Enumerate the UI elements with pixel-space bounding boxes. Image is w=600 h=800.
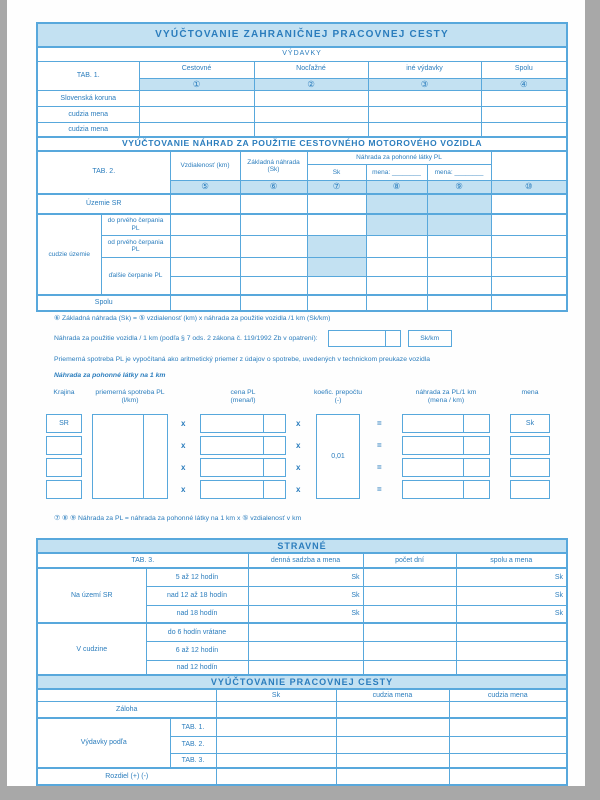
avg-consumption-note: Priemerná spotreba PL je vypočítaná ako aritmetický priemer z údajov o spotrebe, uvedených v technickom preukaze vozidla bbox=[54, 356, 431, 363]
input-cell bbox=[491, 214, 567, 235]
input-cell bbox=[449, 718, 567, 736]
daily-rate-cell: Sk bbox=[248, 605, 363, 623]
tab3-row-sr-2: nad 12 až 18 hodín bbox=[146, 586, 248, 605]
tab1-row-label: Slovenská koruna bbox=[37, 91, 139, 107]
fuel-col-consumption-label: priemerná spotreba PL bbox=[95, 389, 165, 396]
currency-box bbox=[510, 458, 550, 477]
input-cell bbox=[363, 623, 456, 641]
tab2-col-zakladna: Základná náhrada (Sk) bbox=[240, 151, 307, 181]
tab3-label: TAB. 3. bbox=[37, 553, 248, 568]
tab1-colnum-3: ③ bbox=[368, 78, 481, 91]
consumption-box bbox=[92, 414, 168, 499]
tab3-row-fx-3: nad 12 hodín bbox=[146, 660, 248, 676]
country-box bbox=[46, 458, 82, 477]
tab3-col-pocet-dni: počet dní bbox=[363, 553, 456, 568]
input-cell bbox=[307, 214, 366, 235]
tab1-col-noclazne: Nocľažné bbox=[254, 61, 368, 78]
input-cell bbox=[170, 295, 240, 311]
multiply-sign: x bbox=[181, 419, 186, 428]
input-cell bbox=[481, 107, 567, 123]
input-cell bbox=[170, 276, 240, 295]
tab3-row-sr-3: nad 18 hodín bbox=[146, 605, 248, 623]
total-cell: Sk bbox=[456, 586, 567, 605]
tab2-colnum-8: ⑧ bbox=[366, 181, 427, 194]
currency-box bbox=[510, 436, 550, 455]
input-cell bbox=[449, 768, 567, 785]
tab1-col-cestovne: Cestovné bbox=[139, 61, 254, 78]
input-cell bbox=[427, 257, 491, 276]
input-cell bbox=[449, 736, 567, 753]
input-cell bbox=[368, 91, 481, 107]
currency-box bbox=[510, 414, 550, 433]
fuel-compensation-formula: ⑦ ⑧ ⑨ Náhrada za PL = náhrada za pohonné látky na 1 km x ⑤ vzdialenosť v km bbox=[54, 515, 302, 522]
fuel-col-price-label: cena PL bbox=[230, 389, 256, 396]
input-cell-shaded bbox=[307, 257, 366, 276]
tab2-table bbox=[36, 136, 568, 312]
input-cell bbox=[307, 194, 366, 214]
total-cell: Sk bbox=[456, 568, 567, 586]
input-cell bbox=[307, 295, 366, 311]
tab1-label: TAB. 1. bbox=[37, 61, 139, 91]
daily-rate-cell: Sk bbox=[248, 586, 363, 605]
input-cell bbox=[240, 295, 307, 311]
input-cell bbox=[427, 276, 491, 295]
input-cell bbox=[366, 295, 427, 311]
tab2-colnum-10: ⑩ bbox=[491, 181, 567, 194]
fuel-col-currency bbox=[506, 389, 554, 397]
country-box bbox=[46, 436, 82, 455]
fuel-col-coef-label: koefic. prepočtu bbox=[314, 389, 362, 396]
daily-rate-cell: Sk bbox=[248, 568, 363, 586]
tab4-col-cudzia-mena-2: cudzia mena bbox=[449, 689, 567, 701]
tab4-row-tab2: TAB. 2. bbox=[170, 736, 216, 753]
multiply-sign: x bbox=[181, 485, 186, 494]
vehicle-rate-label: Náhrada za použitie vozidla / 1 km (podľa § 7 ods. 2 zákona č. 119/1992 Zb v opatrení): bbox=[54, 335, 318, 342]
input-cell bbox=[170, 194, 240, 214]
input-cell bbox=[307, 276, 366, 295]
input-cell bbox=[216, 753, 336, 768]
multiply-sign: x bbox=[181, 463, 186, 472]
rate-box bbox=[402, 458, 490, 477]
input-cell bbox=[491, 194, 567, 214]
tab4-group-vydavky: Výdavky podľa bbox=[37, 718, 170, 768]
tab4-col-cudzia-mena-1: cudzia mena bbox=[336, 689, 449, 701]
tab2-col-vzdialenost: Vzdialenosť (km) bbox=[170, 151, 240, 181]
input-cell bbox=[336, 701, 449, 718]
input-cell bbox=[449, 701, 567, 718]
total-cell: Sk bbox=[456, 605, 567, 623]
tab3-group-cudzina: V cudzine bbox=[37, 623, 146, 676]
input-cell bbox=[240, 194, 307, 214]
fuel-col-rate bbox=[398, 389, 494, 406]
vydavky-label: VÝDAVKY bbox=[37, 47, 567, 61]
input-cell bbox=[216, 736, 336, 753]
tab4-corner-cell bbox=[37, 689, 216, 701]
tab1-colnum-2: ② bbox=[254, 78, 368, 91]
fuel-col-rate-unit: (mena / km) bbox=[427, 397, 465, 405]
fuel-per-km-title: Náhrada za pohonné látky na 1 km bbox=[54, 372, 166, 379]
multiply-sign: x bbox=[296, 485, 301, 494]
tab2-group-cudzie-uzemie: cudzie územie bbox=[37, 214, 101, 295]
tab4-col-sk: Sk bbox=[216, 689, 336, 701]
tab3-col-spolu: spolu a mena bbox=[456, 553, 567, 568]
input-cell bbox=[363, 605, 456, 623]
tab2-title: VYÚČTOVANIE NÁHRAD ZA POUŽITIE CESTOVNÉHO MOTOROVÉHO VOZIDLA bbox=[37, 137, 567, 151]
input-cell bbox=[491, 235, 567, 257]
tab1-colnum-4: ④ bbox=[481, 78, 567, 91]
fuel-col-consumption bbox=[86, 389, 174, 406]
tab2-row-od-prveho: od prvého čerpania PL bbox=[101, 235, 170, 257]
equals-sign: = bbox=[377, 419, 382, 428]
tab2-row-dalsie: ďalšie čerpanie PL bbox=[101, 257, 170, 295]
fuel-col-country bbox=[40, 389, 88, 397]
tab4-row-tab3: TAB. 3. bbox=[170, 753, 216, 768]
tab4-row-tab1: TAB. 1. bbox=[170, 718, 216, 736]
tab2-colnum-9: ⑨ bbox=[427, 181, 491, 194]
tab3-title: STRAVNÉ bbox=[37, 539, 567, 553]
input-cell bbox=[491, 295, 567, 311]
tab2-col-fuel-group: Náhrada za pohonné látky PL bbox=[307, 151, 491, 165]
currency-box bbox=[510, 480, 550, 499]
tab2-row-uzemie-sr: Územie SR bbox=[37, 194, 170, 214]
input-cell bbox=[366, 276, 427, 295]
tab3-table bbox=[36, 538, 568, 677]
tab1-colnum-1: ① bbox=[139, 78, 254, 91]
form-title: VYÚČTOVANIE ZAHRANIČNEJ PRACOVNEJ CESTY bbox=[37, 23, 567, 47]
rate-box bbox=[402, 480, 490, 499]
input-cell bbox=[240, 276, 307, 295]
tab1-row-label: cudzia mena bbox=[37, 107, 139, 123]
input-cell bbox=[139, 107, 254, 123]
input-cell bbox=[216, 768, 336, 785]
input-cell bbox=[240, 257, 307, 276]
country-sr-value: SR bbox=[59, 420, 69, 427]
tab2-col-fuel-mena2: mena: ________ bbox=[427, 165, 491, 181]
equals-sign: = bbox=[377, 441, 382, 450]
input-cell bbox=[216, 718, 336, 736]
price-box bbox=[200, 480, 286, 499]
tab4-title: VYÚČTOVANIE PRACOVNEJ CESTY bbox=[37, 675, 567, 689]
coefficient-box bbox=[316, 414, 360, 499]
fuel-col-price-unit: (mena/l) bbox=[230, 397, 256, 405]
tab2-colnum-5: ⑤ bbox=[170, 181, 240, 194]
input-cell bbox=[456, 623, 567, 641]
tab3-row-fx-1: do 6 hodín vrátane bbox=[146, 623, 248, 641]
equals-sign: = bbox=[377, 463, 382, 472]
input-cell bbox=[170, 257, 240, 276]
price-box bbox=[200, 458, 286, 477]
equals-sign: = bbox=[377, 485, 382, 494]
fuel-col-price bbox=[198, 389, 288, 406]
input-cell-shaded bbox=[427, 214, 491, 235]
fuel-col-coef-unit: (-) bbox=[334, 397, 342, 405]
fuel-col-country-label: Krajina bbox=[53, 389, 75, 396]
fuel-col-consumption-unit: (l/km) bbox=[121, 397, 139, 405]
currency-sk-value: Sk bbox=[525, 420, 535, 427]
multiply-sign: x bbox=[296, 441, 301, 450]
tab2-label: TAB. 2. bbox=[37, 151, 170, 194]
multiply-sign: x bbox=[296, 463, 301, 472]
input-cell bbox=[336, 768, 449, 785]
input-cell bbox=[427, 235, 491, 257]
input-cell bbox=[449, 753, 567, 768]
input-cell bbox=[336, 718, 449, 736]
input-cell bbox=[216, 701, 336, 718]
input-cell bbox=[170, 235, 240, 257]
tab2-col-fuel-mena1: mena: ________ bbox=[366, 165, 427, 181]
tab3-col-denna-sadzba: denná sadzba a mena bbox=[248, 553, 363, 568]
input-cell bbox=[363, 586, 456, 605]
input-cell bbox=[170, 214, 240, 235]
input-cell bbox=[491, 257, 567, 276]
input-cell bbox=[336, 753, 449, 768]
input-cell bbox=[366, 235, 427, 257]
input-cell bbox=[491, 276, 567, 295]
input-cell bbox=[248, 641, 363, 660]
tab4-row-rozdiel: Rozdiel (+) (-) bbox=[37, 768, 216, 785]
input-cell bbox=[336, 736, 449, 753]
input-cell bbox=[427, 295, 491, 311]
input-cell bbox=[254, 107, 368, 123]
tab1-col-ine-vydavky: iné výdavky bbox=[368, 61, 481, 78]
rate-box bbox=[402, 436, 490, 455]
tab2-col-last bbox=[491, 151, 567, 181]
rate-box bbox=[402, 414, 490, 433]
fuel-col-coef bbox=[306, 389, 370, 406]
multiply-sign: x bbox=[181, 441, 186, 450]
tab2-row-spolu: Spolu bbox=[37, 295, 170, 311]
tab3-row-fx-2: 6 až 12 hodín bbox=[146, 641, 248, 660]
tab2-col-fuel-sk: Sk bbox=[307, 165, 366, 181]
input-cell bbox=[363, 568, 456, 586]
input-cell bbox=[481, 91, 567, 107]
tab4-table bbox=[36, 674, 568, 786]
input-cell bbox=[139, 91, 254, 107]
tab3-row-sr-1: 5 až 12 hodín bbox=[146, 568, 248, 586]
input-cell bbox=[248, 623, 363, 641]
input-cell bbox=[254, 91, 368, 107]
tab1-row-label: cudzia mena bbox=[37, 123, 139, 138]
input-cell-shaded bbox=[366, 214, 427, 235]
tab2-row-do-prveho: do prvého čerpania PL bbox=[101, 214, 170, 235]
tab2-colnum-6: ⑥ bbox=[240, 181, 307, 194]
fuel-col-rate-label: náhrada za PL/1 km bbox=[415, 389, 477, 396]
input-cell bbox=[368, 107, 481, 123]
vehicle-rate-input-decimal bbox=[385, 330, 401, 347]
country-box bbox=[46, 480, 82, 499]
coefficient-value: 0,01 bbox=[331, 453, 345, 460]
input-cell-shaded bbox=[366, 194, 427, 214]
input-cell bbox=[366, 257, 427, 276]
tab3-group-sr: Na území SR bbox=[37, 568, 146, 623]
tab1-col-spolu: Spolu bbox=[481, 61, 567, 78]
vehicle-rate-unit: Sk/km bbox=[408, 330, 452, 347]
vehicle-rate-input-whole bbox=[328, 330, 386, 347]
tab2-colnum-7: ⑦ bbox=[307, 181, 366, 194]
tab1-table bbox=[36, 22, 568, 139]
input-cell-shaded bbox=[427, 194, 491, 214]
base-compensation-formula: ⑥ Základná náhrada (Sk) = ⑤ vzdialenosť (km) x náhrada za použitie vozidla /1 km (Sk/km) bbox=[54, 315, 331, 322]
input-cell bbox=[363, 641, 456, 660]
price-box bbox=[200, 414, 286, 433]
tab4-row-zaloha: Záloha bbox=[37, 701, 216, 718]
input-cell bbox=[240, 235, 307, 257]
country-box bbox=[46, 414, 82, 433]
input-cell bbox=[240, 214, 307, 235]
multiply-sign: x bbox=[296, 419, 301, 428]
fuel-col-currency-label: mena bbox=[521, 389, 539, 396]
input-cell-shaded bbox=[307, 235, 366, 257]
input-cell bbox=[456, 641, 567, 660]
price-box bbox=[200, 436, 286, 455]
